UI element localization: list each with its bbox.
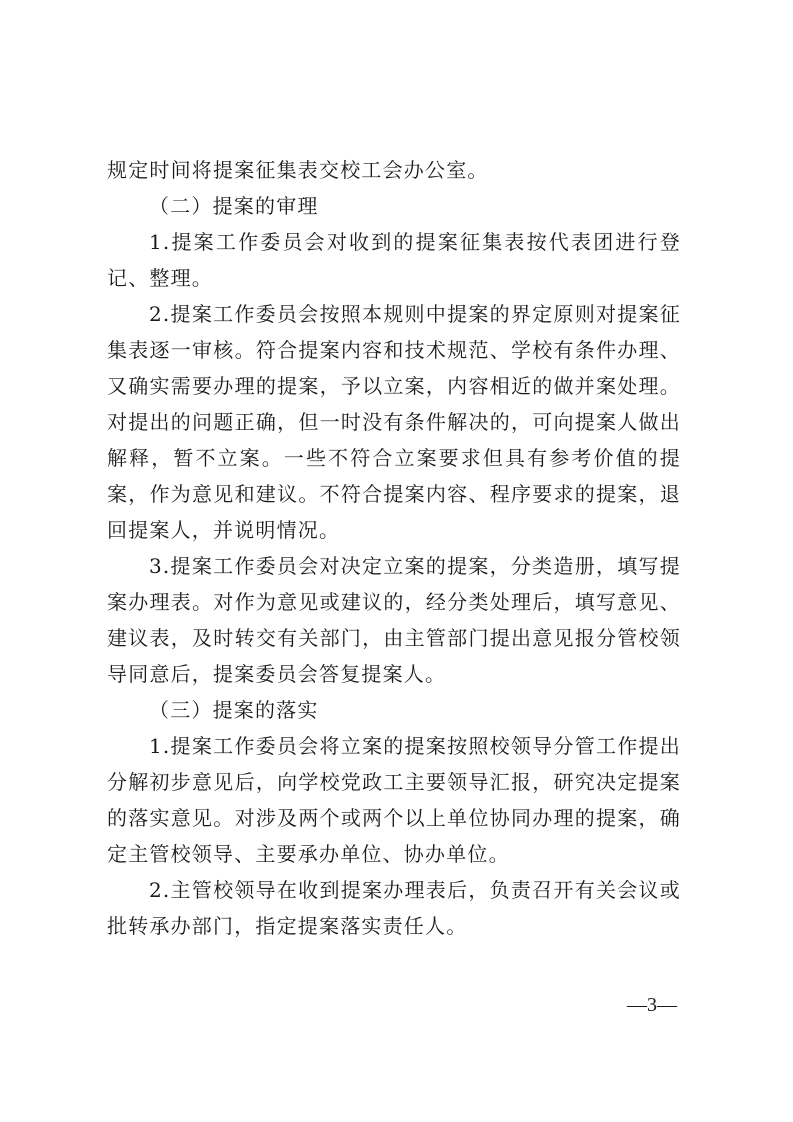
section-heading-implementation: （三）提案的落实	[149, 698, 319, 722]
paragraph-implementation-1: 1.提案工作委员会将立案的提案按照校领导分管工作提出分解初步意见后，向学校党政工主要领导汇报，研究决定提案的落实意见。对涉及两个或两个以上单位协同办理的提案，确定主管校领导、主要承办单位、协办单位。	[107, 734, 681, 866]
paragraph-continuation: 规定时间将提案征集表交校工会办公室。	[107, 158, 489, 182]
paragraph-review-2: 2.提案工作委员会按照本规则中提案的界定原则对提案征集表逐一审核。符合提案内容和技术规范、学校有条件办理、又确实需要办理的提案，予以立案，内容相近的做并案处理。对提出的问题正确，但一时没有条件解决的，可向提案人做出解释，暂不立案。一些不符合立案要求但具有参考价值的提案，作为意见和建议。不符合提案内容、程序要求的提案，退回提案人，并说明情况。	[107, 302, 681, 542]
section-heading-review: （二）提案的审理	[149, 194, 319, 218]
paragraph-implementation-2: 2.主管校领导在收到提案办理表后，负责召开有关会议或批转承办部门，指定提案落实责任人。	[107, 878, 681, 938]
page-number: —3—	[627, 994, 677, 1016]
paragraph-review-3: 3.提案工作委员会对决定立案的提案，分类造册，填写提案办理表。对作为意见或建议的，经分类处理后，填写意见、建议表，及时转交有关部门，由主管部门提出意见报分管校领导同意后，提案委员会答复提案人。	[107, 554, 681, 686]
document-body	[107, 152, 681, 944]
paragraph-review-1: 1.提案工作委员会对收到的提案征集表按代表团进行登记、整理。	[107, 230, 681, 290]
